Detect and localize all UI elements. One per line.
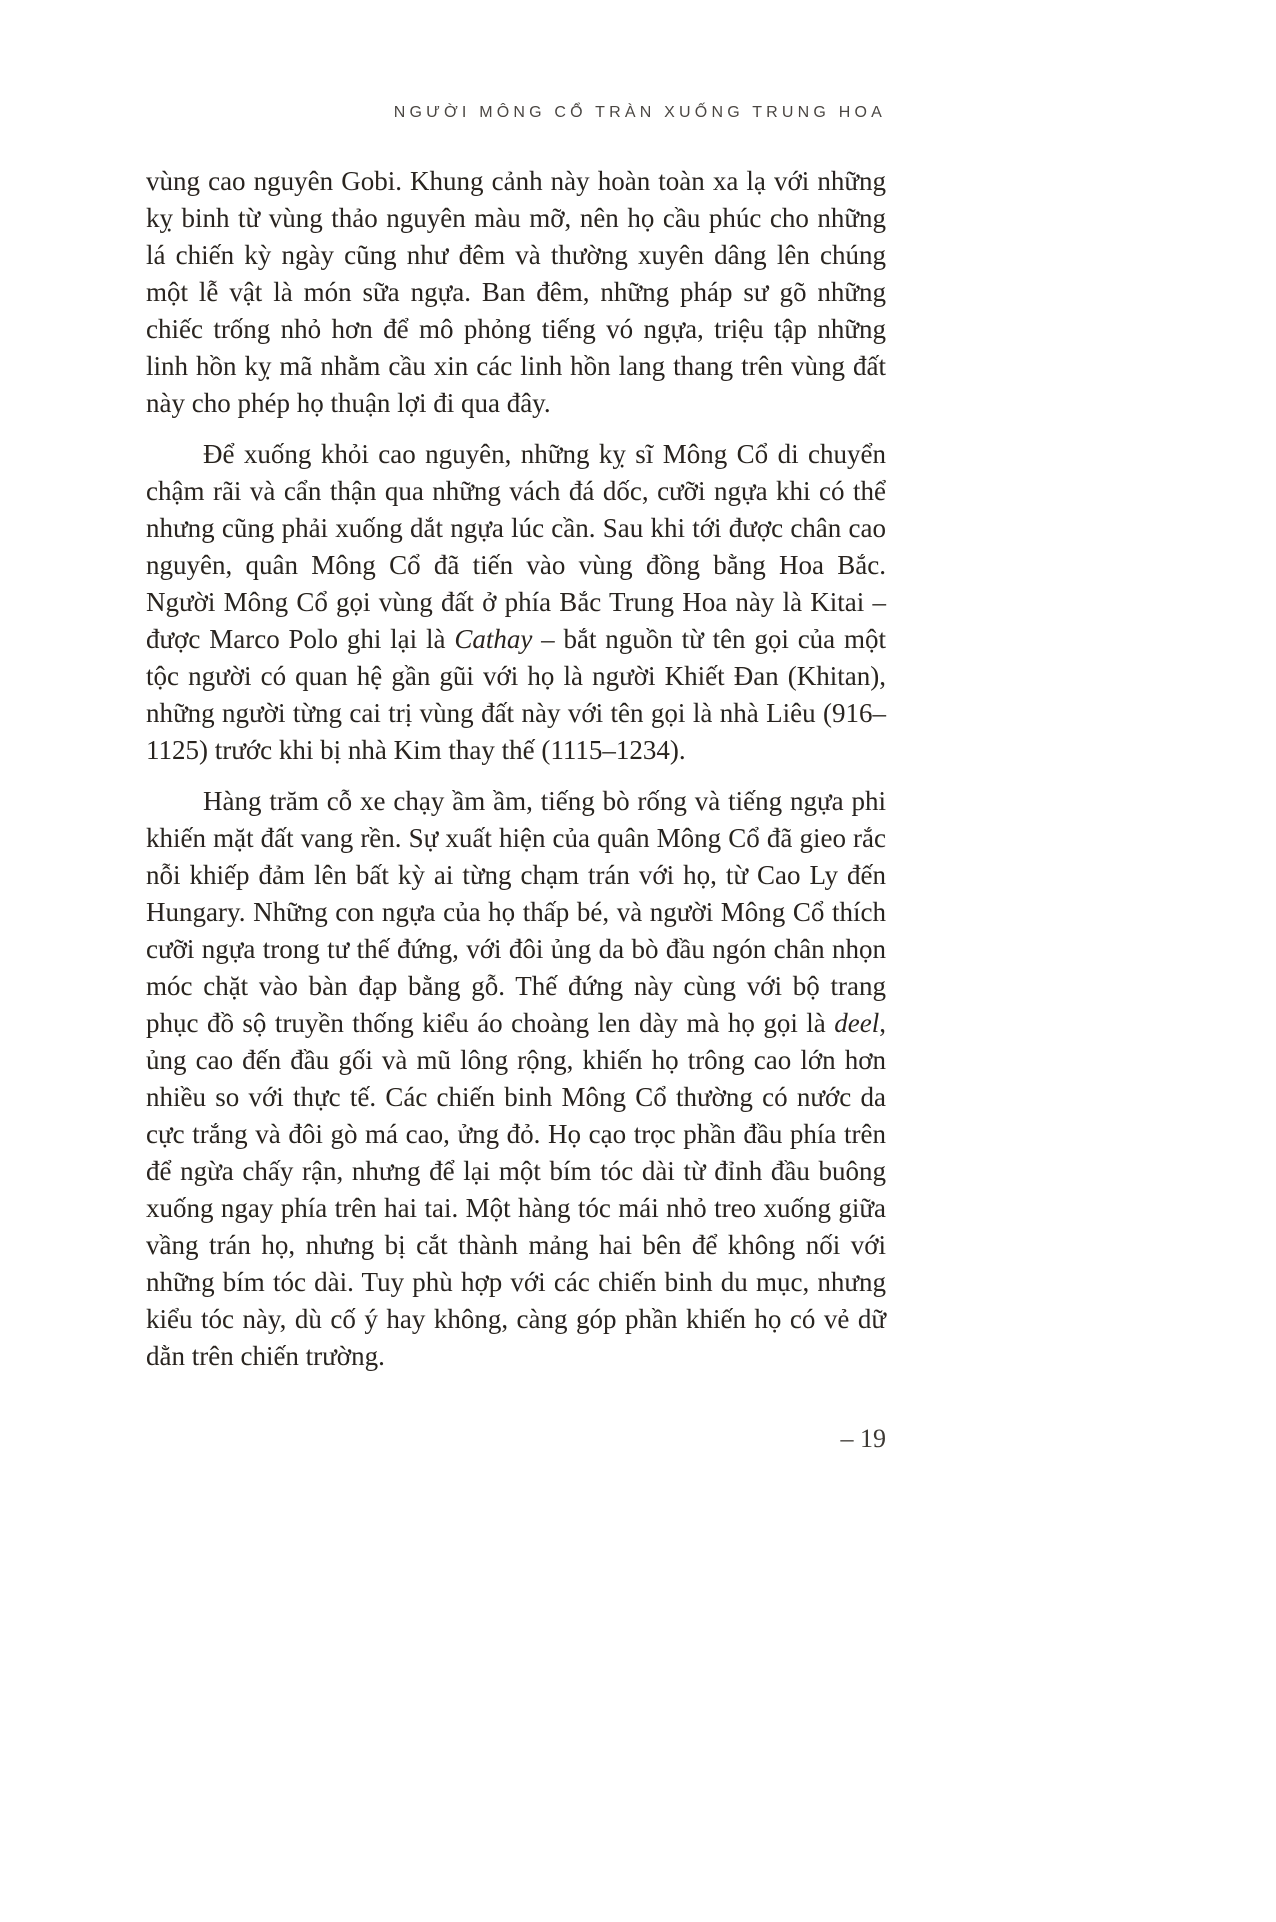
running-header: NGƯỜI MÔNG CỔ TRÀN XUỐNG TRUNG HOA [393, 104, 886, 121]
text-run: Hàng trăm cỗ xe chạy ầm ầm, tiếng bò rống và tiếng ngựa phi khiến mặt đất vang rền. Sự xuất hiện của quân Mông Cổ đã gieo rắc nỗi khiếp đảm lên bất kỳ ai từng chạm trán với họ, từ Cao Ly đến Hungary. Những con ngựa của họ thấp bé, và người Mông Cổ thích cưỡi ngựa trong tư thế đứng, với đôi ủng da bò đầu ngón chân nhọn móc chặt vào bàn đạp bằng gỗ. Thế đứng này cùng với bộ trang phục đồ sộ truyền thống kiểu áo choàng len dày mà họ gọi là [146, 786, 886, 1038]
body-text [146, 163, 886, 1389]
italic-text-run: deel [834, 1008, 880, 1038]
text-run: , ủng cao đến đầu gối và mũ lông rộng, khiến họ trông cao lớn hơn nhiều so với thực tế. Các chiến binh Mông Cổ thường có nước da cực trắng và đôi gò má cao, ửng đỏ. Họ cạo trọc phần đầu phía trên để ngừa chấy rận, nhưng để lại một bím tóc dài từ đỉnh đầu buông xuống ngay phía trên hai tai. Một hàng tóc mái nhỏ treo xuống giữa vầng trán họ, nhưng bị cắt thành mảng hai bên để không nối với những bím tóc dài. Tuy phù hợp với các chiến binh du mục, nhưng kiểu tóc này, dù cố ý hay không, càng góp phần khiến họ có vẻ dữ dằn trên chiến trường. [146, 1008, 886, 1371]
text-run: Để xuống khỏi cao nguyên, những kỵ sĩ Mông Cổ di chuyển chậm rãi và cẩn thận qua những vách đá dốc, cưỡi ngựa khi có thể nhưng cũng phải xuống dắt ngựa lúc cần. Sau khi tới được chân cao nguyên, quân Mông Cổ đã tiến vào vùng đồng bằng Hoa Bắc. Người Mông Cổ gọi vùng đất ở phía Bắc Trung Hoa này là Kitai – được Marco Polo ghi lại là [146, 439, 886, 654]
page-number: – 19 [840, 1424, 886, 1453]
text-run: vùng cao nguyên Gobi. Khung cảnh này hoàn toàn xa lạ với những kỵ binh từ vùng thảo nguyên màu mỡ, nên họ cầu phúc cho những lá chiến kỳ ngày cũng như đêm và thường xuyên dâng lên chúng một lễ vật là món sữa ngựa. Ban đêm, những pháp sư gõ những chiếc trống nhỏ hơn để mô phỏng tiếng vó ngựa, triệu tập những linh hồn kỵ mã nhằm cầu xin các linh hồn lang thang trên vùng đất này cho phép họ thuận lợi đi qua đây. [146, 166, 886, 418]
paragraph [146, 163, 886, 422]
paragraph [146, 783, 886, 1375]
paragraph [146, 436, 886, 769]
text-run: – bắt nguồn từ tên gọi của một tộc người có quan hệ gần gũi với họ là người Khiết Đan (Khitan), những người từng cai trị vùng đất này với tên gọi là nhà Liêu (916–1125) trước khi bị nhà Kim thay thế (1115–1234). [146, 624, 886, 765]
italic-text-run: Cathay [454, 624, 533, 654]
